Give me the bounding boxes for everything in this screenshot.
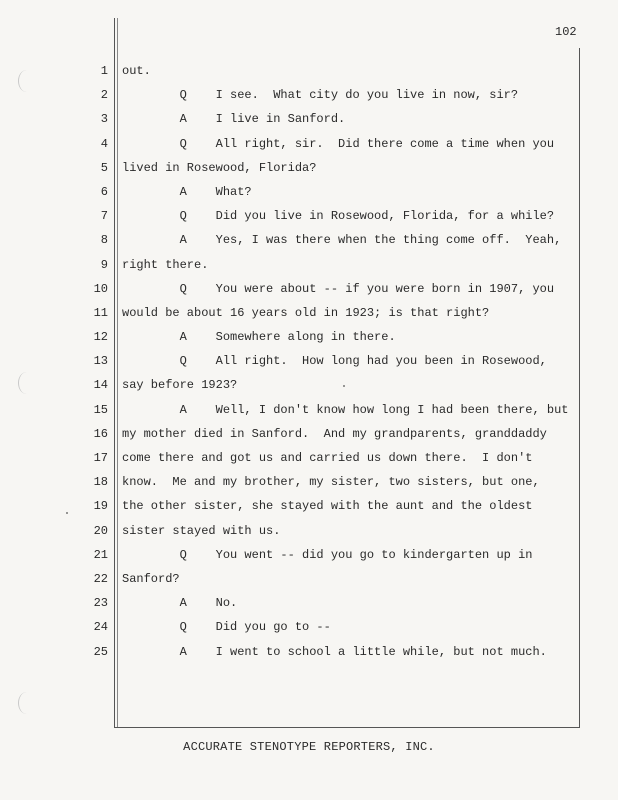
line-text: sister stayed with us. (122, 523, 281, 538)
line-number: 5 (100, 160, 108, 175)
line-number: 21 (93, 547, 108, 562)
line-text: A Yes, I was there when the thing come off. Yeah, (122, 233, 562, 248)
transcript-line (0, 398, 618, 422)
line-text: Q Did you live in Rosewood, Florida, for a while? (122, 209, 555, 224)
line-number: 1 (100, 64, 108, 78)
line-text: Sanford? (122, 571, 180, 586)
line-number: 22 (93, 571, 108, 586)
transcript-line (0, 180, 618, 204)
transcript-line (0, 591, 618, 615)
transcript-line (0, 107, 618, 131)
line-number: 9 (100, 257, 108, 272)
line-number: 20 (93, 523, 108, 538)
line-text: right there. (122, 257, 209, 272)
transcript-lines (0, 59, 618, 664)
line-text: the other sister, she stayed with the aunt and the oldest (122, 499, 533, 514)
transcript-line (0, 253, 618, 277)
line-text: Q You were about -- if you were born in 1907, you (122, 281, 555, 296)
line-number: 12 (93, 330, 108, 345)
line-number: 16 (93, 426, 108, 441)
transcript-line (0, 615, 618, 639)
transcript-line (0, 156, 618, 180)
transcript-line (0, 446, 618, 470)
line-number: 8 (100, 233, 108, 248)
transcript-line (0, 325, 618, 349)
line-text: Q I see. What city do you live in now, sir? (122, 88, 519, 103)
transcript-line (0, 349, 618, 373)
line-number: 4 (100, 136, 108, 151)
line-number: 2 (100, 88, 108, 103)
page-number: 102 (555, 25, 577, 39)
transcript-line (0, 132, 618, 156)
transcript-line (0, 567, 618, 591)
transcript-line (0, 640, 618, 664)
line-number: 11 (93, 305, 108, 320)
transcript-line (0, 301, 618, 325)
transcript-line (0, 83, 618, 107)
line-text: A I went to school a little while, but not much. (122, 644, 547, 659)
line-number: 3 (100, 112, 108, 127)
line-text: A What? (122, 184, 252, 199)
line-text: Q Did you go to -- (122, 620, 331, 635)
line-number: 10 (93, 281, 108, 296)
transcript-line (0, 422, 618, 446)
line-number: 25 (93, 644, 108, 659)
transcript-line (0, 59, 618, 83)
line-number: 18 (93, 475, 108, 490)
transcript-line (0, 494, 618, 518)
line-number: 6 (100, 184, 108, 199)
line-number: 24 (93, 620, 108, 635)
punch-hole (18, 692, 35, 714)
line-text: say before 1923? (122, 378, 238, 393)
line-number: 13 (93, 354, 108, 369)
line-text: Q All right, sir. Did there come a time when you (122, 136, 555, 151)
transcript-line (0, 543, 618, 567)
line-number: 15 (93, 402, 108, 417)
transcript-line (0, 228, 618, 252)
line-number: 17 (93, 451, 108, 465)
line-number: 23 (93, 596, 108, 611)
transcript-line (0, 519, 618, 543)
transcript-line (0, 470, 618, 494)
line-text: A No. (122, 596, 238, 611)
margin-rule-bottom (114, 727, 580, 728)
line-text: lived in Rosewood, Florida? (122, 160, 317, 175)
line-text: Q You went -- did you go to kindergarten up in (122, 547, 533, 562)
line-text: come there and got us and carried us down there. I don't (122, 451, 533, 465)
line-number: 19 (93, 499, 108, 514)
line-text: my mother died in Sanford. And my grandparents, granddaddy (122, 426, 547, 441)
line-text: A Somewhere along in there. (122, 330, 396, 345)
transcript-line (0, 373, 618, 397)
line-text: A Well, I don't know how long I had been there, but (122, 402, 569, 417)
transcript-line (0, 277, 618, 301)
line-number: 7 (100, 209, 108, 224)
reporter-footer: ACCURATE STENOTYPE REPORTERS, INC. (183, 740, 435, 754)
transcript-line (0, 204, 618, 228)
line-text: would be about 16 years old in 1923; is that right? (122, 305, 490, 320)
line-number: 14 (93, 378, 108, 393)
line-text: A I live in Sanford. (122, 112, 346, 127)
line-text: out. (122, 64, 151, 78)
line-text: Q All right. How long had you been in Rosewood, (122, 354, 547, 369)
line-text: know. Me and my brother, my sister, two sisters, but one, (122, 475, 540, 490)
